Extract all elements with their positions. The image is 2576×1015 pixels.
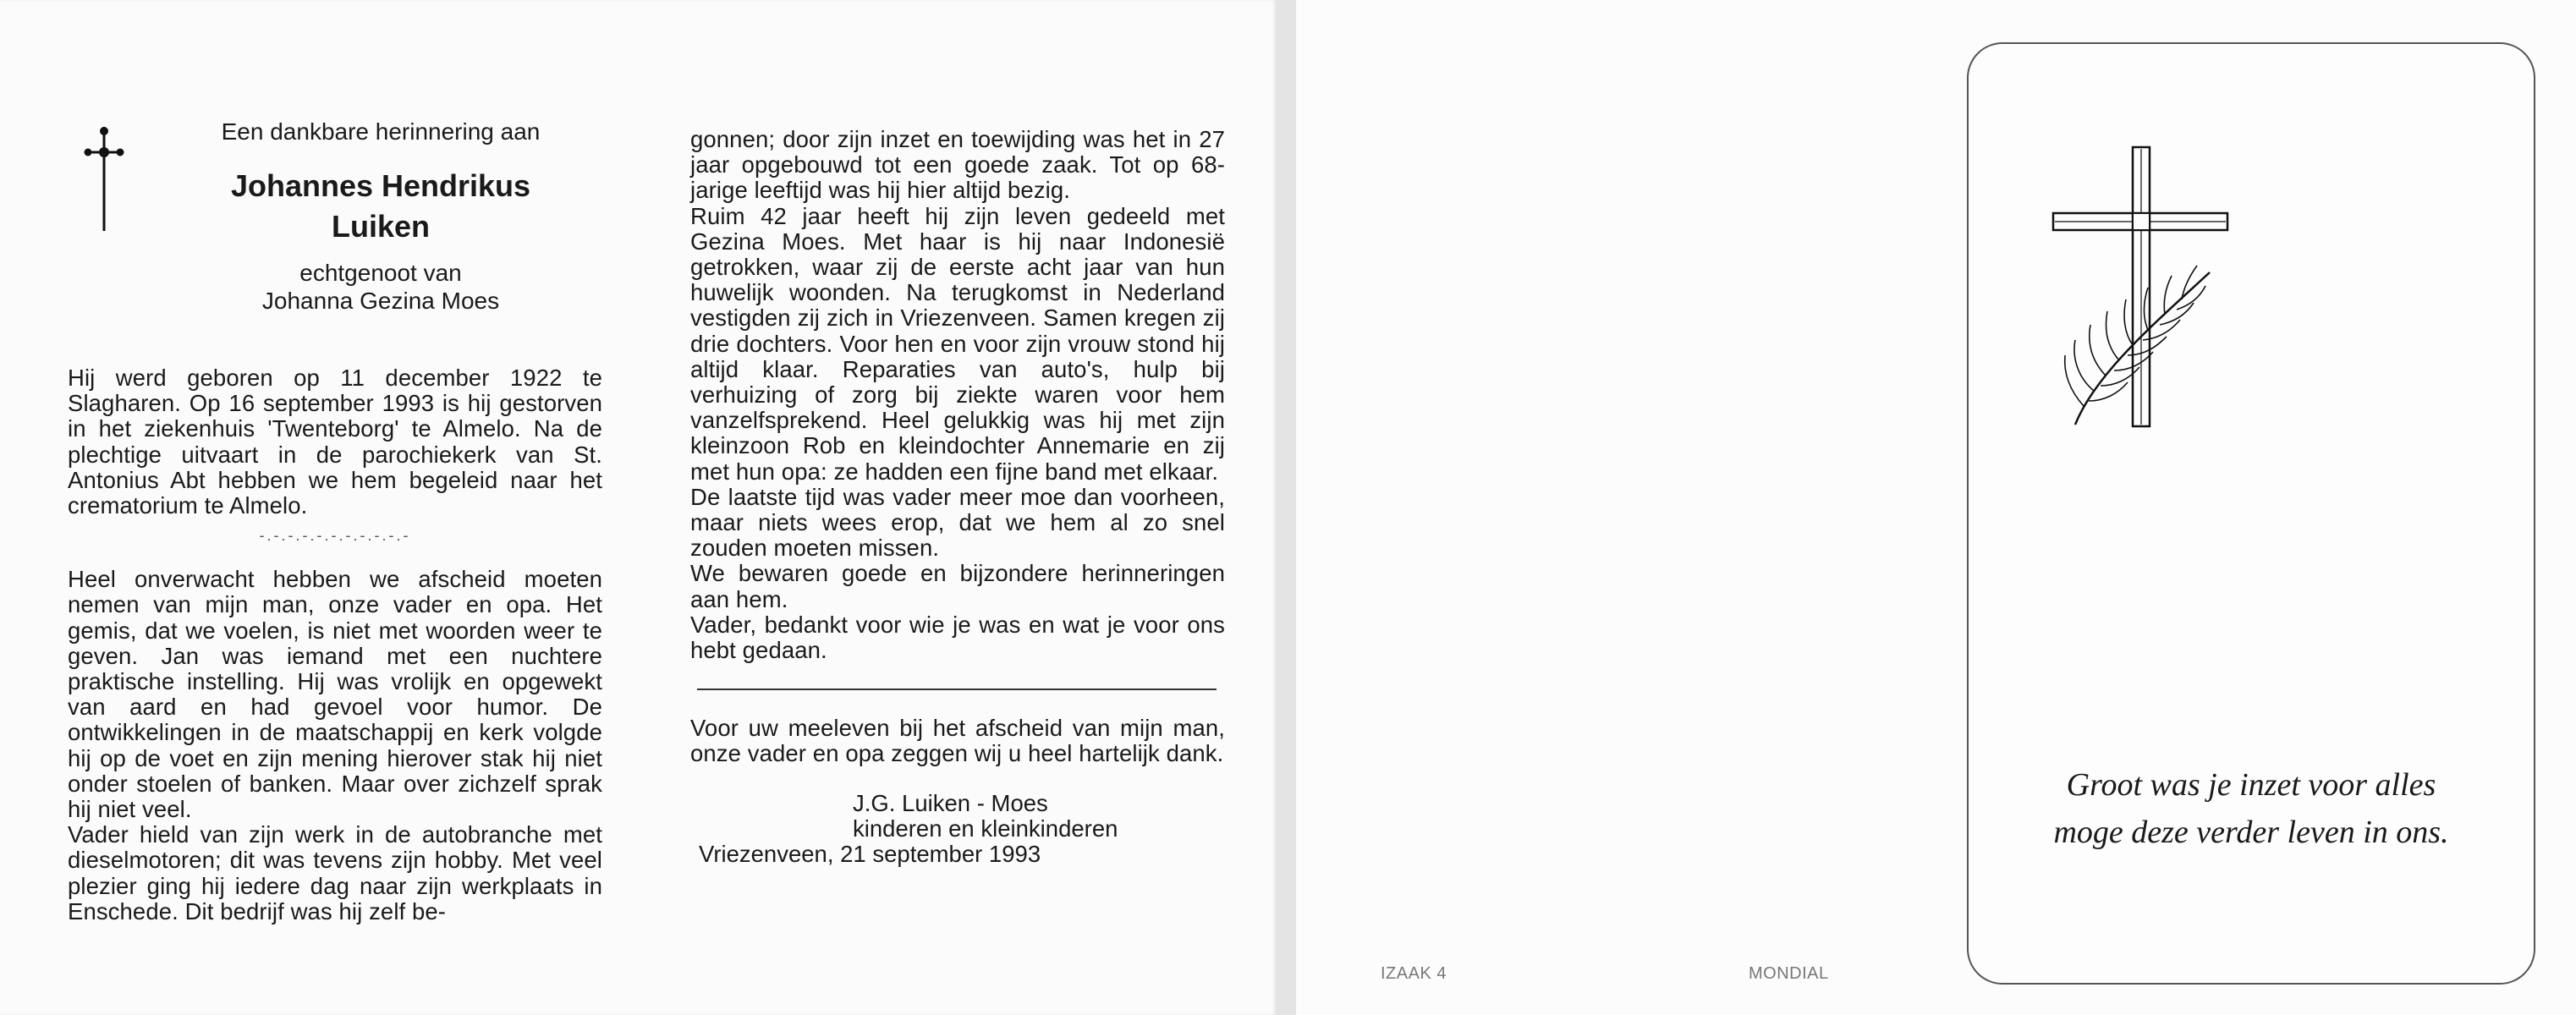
memorial-paragraph: Heel onverwacht hebben we afscheid moeten nemen van mijn man, onze vader en opa. Het gemis, dat we voelen, is niet met woorden weer te geven. Jan was iemand met een nuchtere praktische instelling. Hij was vrolijk en opgewekt van aard en had gevoel voor humor. De ontwikkelingen in de maatschappij en kerk volgde hij op de voet en zijn mening hierover stak hij niet onder stoelen of banken. Maar over zichzelf sprak hij niet veel. (68, 566, 602, 823)
spouse-name: Johanna Gezina Moes (261, 288, 500, 314)
biography-paragraph: Hij werd geboren op 11 december 1922 te Slagharen. Op 16 september 1993 is hij gestorven in het ziekenhuis 'Twenteborg' te Almelo. Na de plechtige uitvaart in de parochiekerk van St. Antonius Abt hebben we hem begeleid naar het crematorium te Almelo. (68, 365, 602, 519)
place-date: Vriezenveen, 21 september 1993 (699, 841, 1041, 868)
card-inside-page (0, 0, 1277, 1015)
deceased-name-last: Luiken (331, 209, 430, 244)
cross-with-palm-branch-icon (2045, 137, 2248, 475)
intro-text: Een dankbare herinnering aan (221, 118, 541, 145)
work-paragraph: Vader hield van zijn werk in de autobranche met dieselmotoren; dit was tevens zijn hobby. Met veel plezier ging hij iedere dag naar zijn werkplaats in Enschede. Dit bedrijf was hij zelf be- (68, 821, 602, 924)
separator: -.-.-.-.-.-.-.-.-.-.- (259, 527, 411, 545)
printer-label-right: MONDIAL (1749, 964, 1829, 983)
deceased-name-first: Johannes Hendrikus (230, 168, 531, 203)
signature-widow: J.G. Luiken - Moes (853, 789, 1048, 816)
marriage-paragraph: Ruim 42 jaar heeft hij zijn leven gedeeld met Gezina Moes. Met haar is hij naar Indonesië getrokken, waar zij de eerste acht jaar van hun huwelijk woonden. Na terugkomst in Nederland vestigden zij zich in Vriezenveen. Samen kregen zij drie dochters. Voor hen en voor zijn vrouw stond hij altijd klaar. Reparaties van auto's, hulp bij verhuizing of zorg bij ziekte waren voor hem vanzelfsprekend. Heel gelukkig was hij met zijn kleinzoon Rob en kleindochter Annemarie en zij met hun opa: ze hadden een fijne band met elkaar. (690, 202, 1225, 485)
cover-card (1967, 42, 2535, 985)
thank-you-father-paragraph: Vader, bedankt voor wie je was en wat je voor ons hebt gedaan. (690, 611, 1225, 664)
memorial-quote (1969, 761, 2534, 856)
divider-line (697, 689, 1217, 690)
printer-label-left: IZAAK 4 (1381, 964, 1447, 983)
signature-family: kinderen en kleinkinderen (853, 815, 1118, 842)
work-paragraph-continued: gonnen; door zijn inzet en toewijding was het in 27 jaar opgebouwd tot een goede zaak. Tot op 68-jarige leeftijd was hij hier altijd bezig. (690, 126, 1225, 204)
quote-line-2: moge deze verder leven in ons. (2053, 815, 2449, 850)
right-column (690, 127, 1225, 867)
left-column (68, 118, 602, 924)
memories-paragraph: We bewaren goede en bijzondere herinneringen aan hem. (690, 560, 1225, 612)
fold-gap (1276, 0, 1296, 1015)
last-time-paragraph: De laatste tijd was vader meer moe dan voorheen, maar niets wees erop, dat we hem al zo snel zouden moeten missen. (690, 483, 1225, 562)
quote-line-1: Groot was je inzet voor alles (2066, 767, 2436, 803)
spouse-label: echtgenoot van (299, 260, 462, 286)
thanks-paragraph: Voor uw meeleven bij het afscheid van mijn man, onze vader en opa zeggen wij u heel hartelijk dank. (690, 715, 1225, 767)
